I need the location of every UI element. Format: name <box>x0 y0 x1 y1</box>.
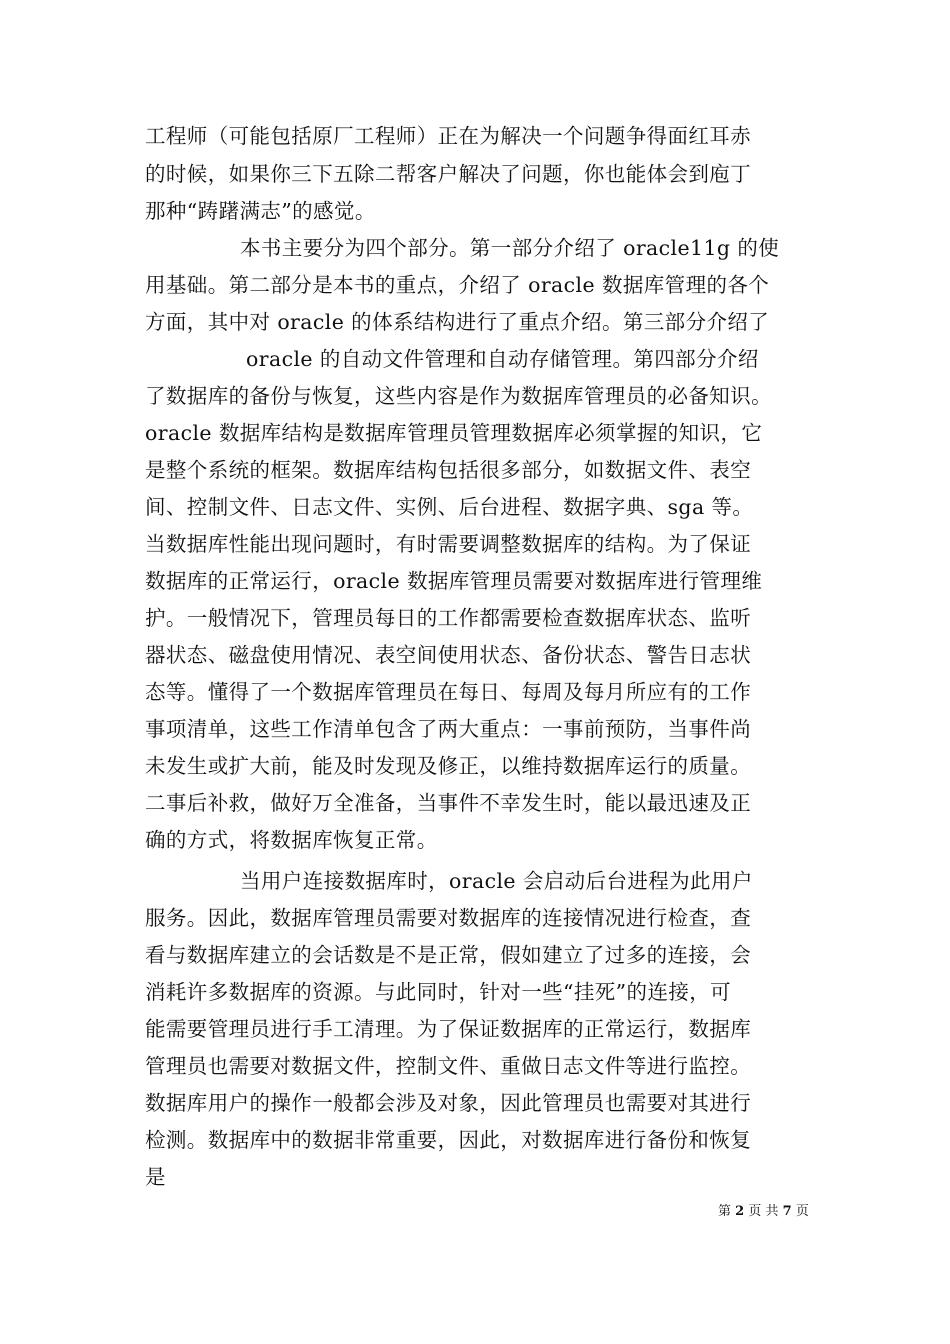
footer-middle: 页 共 <box>748 1204 779 1219</box>
text-line: 看与数据库建立的会话数是不是正常，假如建立了过多的连接，会 <box>145 943 752 967</box>
text-line: 态等。懂得了一个数据库管理员在每日、每周及每月所应有的工作 <box>145 680 752 704</box>
text-line: 的时候，如果你三下五除二帮客户解决了问题，你也能体会到庖丁 <box>145 162 752 186</box>
text-line: 用基础。第二部分是本书的重点，介绍了 oracle 数据库管理的各个 <box>145 273 770 297</box>
text-line: 服务。因此，数据库管理员需要对数据库的连接情况进行检查，查 <box>145 906 752 930</box>
text-line: 数据库用户的操作一般都会涉及对象，因此管理员也需要对其进行 <box>145 1091 752 1115</box>
text-line: 工程师（可能包括原厂工程师）正在为解决一个问题争得面红耳赤 <box>145 124 752 148</box>
footer-suffix: 页 <box>795 1204 809 1219</box>
paragraph-start-line: 本书主要分为四个部分。第一部分介绍了 oracle11g 的使 <box>240 236 780 260</box>
text-line: 了数据库的备份与恢复，这些内容是作为数据库管理员的必备知识。 <box>145 384 772 408</box>
text-line: 能需要管理员进行手工清理。为了保证数据库的正常运行，数据库 <box>145 1017 752 1041</box>
page-number-footer <box>718 1203 809 1221</box>
text-line: 管理员也需要对数据文件，控制文件、重做日志文件等进行监控。 <box>145 1054 752 1078</box>
text-line: 护。一般情况下，管理员每日的工作都需要检查数据库状态、监听 <box>145 606 752 630</box>
text-line: 那种“踌躇满志”的感觉。 <box>145 199 376 223</box>
text-line: 确的方式，将数据库恢复正常。 <box>145 828 438 852</box>
text-line: 当数据库性能出现问题时，有时需要调整数据库的结构。为了保证 <box>145 532 752 556</box>
paragraph-start-line: oracle 的自动文件管理和自动存储管理。第四部分介绍 <box>246 347 759 371</box>
text-line: 事项清单，这些工作清单包含了两大重点：一事前预防，当事件尚 <box>145 717 752 741</box>
text-line: 器状态、磁盘使用情况、表空间使用状态、备份状态、警告日志状 <box>145 643 752 667</box>
text-line: 检测。数据库中的数据非常重要，因此，对数据库进行备份和恢复 <box>145 1128 752 1152</box>
paragraph-start-line: 当用户连接数据库时，oracle 会启动后台进程为此用户 <box>240 869 753 893</box>
current-page-number: 2 <box>735 1204 745 1219</box>
text-line: 数据库的正常运行，oracle 数据库管理员需要对数据库进行管理维 <box>145 569 763 593</box>
text-line: 二事后补救，做好万全准备，当事件不幸发生时，能以最迅速及正 <box>145 791 752 815</box>
text-line: 是 <box>145 1165 166 1189</box>
text-line: 间、控制文件、日志文件、实例、后台进程、数据字典、sga 等。 <box>145 495 754 519</box>
text-line: 是整个系统的框架。数据库结构包括很多部分，如数据文件、表空 <box>145 458 752 482</box>
footer-prefix: 第 <box>718 1204 732 1219</box>
text-line: 未发生或扩大前，能及时发现及修正，以维持数据库运行的质量。 <box>145 754 752 778</box>
text-line: oracle 数据库结构是数据库管理员管理数据库必须掌握的知识，它 <box>145 421 763 445</box>
total-pages-number: 7 <box>782 1204 792 1219</box>
text-line: 消耗许多数据库的资源。与此同时，针对一些“挂死”的连接，可 <box>145 980 732 1004</box>
text-line: 方面，其中对 oracle 的体系结构进行了重点介绍。第三部分介绍了 <box>145 310 770 334</box>
